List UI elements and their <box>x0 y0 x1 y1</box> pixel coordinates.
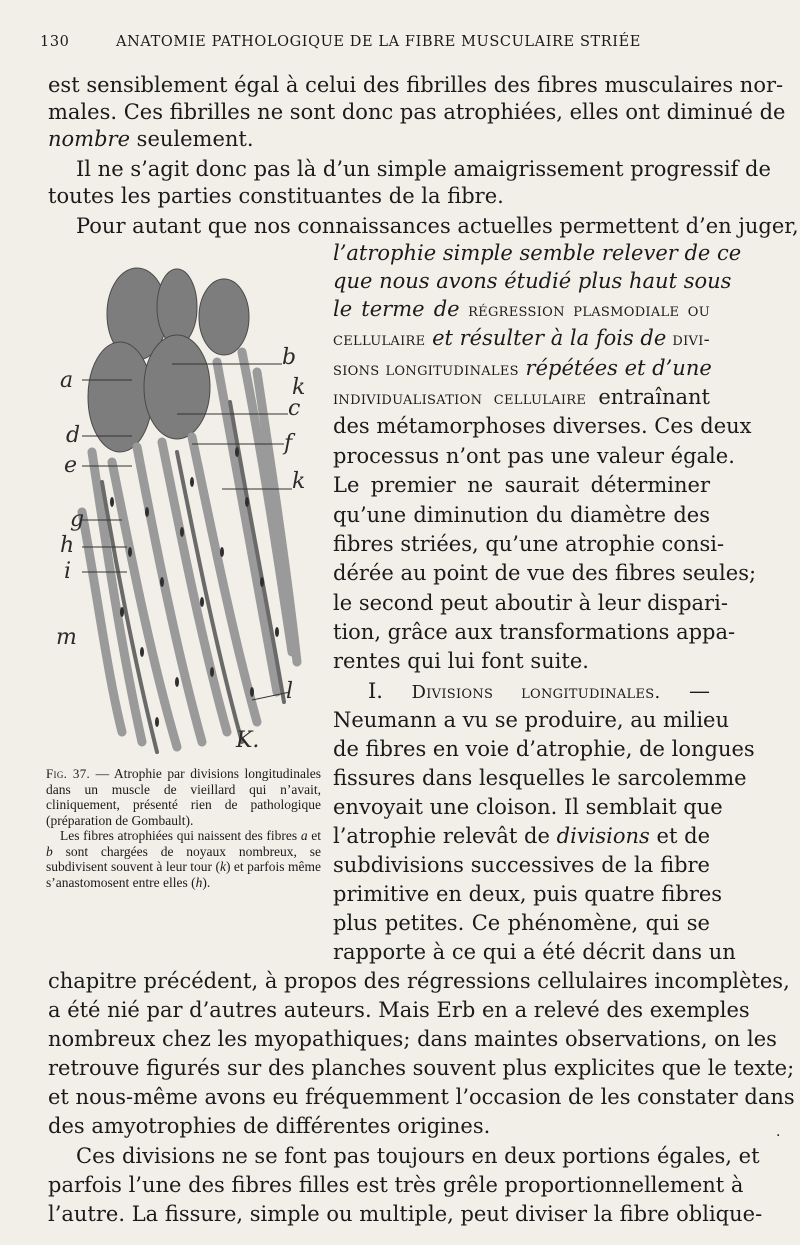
text-line: Ces divisions ne se font pas toujours en deux portions égales, et <box>76 1144 760 1168</box>
nucleus <box>145 507 149 517</box>
section-heading: I. Divisions longitudinales. — <box>368 679 710 703</box>
figure-label: K. <box>236 728 260 753</box>
text-line: plus petites. Ce phénomène, qui se <box>333 911 710 935</box>
figure-label: g <box>70 507 85 532</box>
text-line: tion, grâce aux transformations appa- <box>333 620 736 644</box>
text-line: Le premier ne saurait déterminer <box>333 473 710 497</box>
text-line: dérée au point de vue des fibres seules; <box>333 561 757 585</box>
nucleus <box>260 577 264 587</box>
figure-label: m <box>56 625 77 650</box>
text-line: de fibres en voie d’atrophie, de longues <box>333 737 755 761</box>
nucleus <box>120 607 124 617</box>
text-line: rentes qui lui font suite. <box>333 649 589 673</box>
figure-label: d <box>66 423 81 448</box>
text-line: fibres striées, qu’une atrophie consi- <box>333 532 725 556</box>
text-line: chapitre précédent, à propos des régressions cellulaires incomplètes, <box>48 969 790 993</box>
caption-paragraph: Les fibres atrophiées qui naissent des fibres a et b sont chargées de noyaux nombreux, se subdivisent souvent à leur tour (k) et parfois même s’anastomosent entre elles (h). <box>46 828 322 890</box>
text-line: sions longitudinales répétées et d’une <box>333 356 712 380</box>
nucleus <box>190 477 194 487</box>
fibre-section <box>144 335 210 439</box>
fibre-strand <box>217 362 277 692</box>
text-line: l’atrophie simple semble relever de ce <box>333 241 742 265</box>
figure-label: l <box>286 679 294 704</box>
text-line: l’autre. La fissure, simple ou multiple, peut diviser la fibre oblique- <box>48 1202 763 1226</box>
text-line: l’atrophie relevât de divisions et de <box>333 824 710 848</box>
caption-paragraph: Fig. 37. — Atrophie par divisions longitudinales dans un muscle de vieillard qui n’avait, cliniquement, présenté rien de pathologique (préparation de Gombault). <box>46 766 321 828</box>
text-line: primitive en deux, puis quatre fibres <box>333 882 723 906</box>
text-line: et nous-même avons eu fréquemment l’occasion de les constater dans <box>48 1085 795 1109</box>
nucleus <box>160 577 164 587</box>
figure-label: k <box>292 469 306 494</box>
text-line: nombre seulement. <box>48 127 254 151</box>
nucleus <box>128 547 132 557</box>
text-line: des amyotrophies de différentes origines. <box>48 1114 491 1138</box>
text-line: que nous avons étudié plus haut sous <box>333 269 732 293</box>
text-line: retrouve figurés sur des planches souvent plus explicites que le texte; <box>48 1056 795 1080</box>
text-line: individualisation cellulaire entraînant <box>333 385 710 409</box>
nucleus <box>275 627 279 637</box>
nucleus <box>140 647 144 657</box>
text-line: qu’une diminution du diamètre des <box>333 503 710 527</box>
text-line: envoyait une cloison. Il semblait que <box>333 795 723 819</box>
figure-label: h <box>60 533 75 558</box>
nucleus <box>245 497 249 507</box>
text-line: males. Ces fibrilles ne sont donc pas atrophiées, elles ont diminué de <box>48 100 786 124</box>
fibre-section <box>157 269 197 345</box>
nucleus <box>155 717 159 727</box>
figure-label: b <box>282 345 297 370</box>
figure-label: a <box>60 368 74 393</box>
text-line: subdivisions successives de la fibre <box>333 853 710 877</box>
figure-label: i <box>64 559 72 584</box>
fibre-section <box>199 279 249 355</box>
nucleus <box>235 447 239 457</box>
text-line: Pour autant que nos connaissances actuelles permettent d’en juger, <box>76 214 799 238</box>
text-line: le second peut aboutir à leur dispari- <box>333 591 728 615</box>
text-line: cellulaire et résulter à la fois de divi- <box>333 326 711 350</box>
fibre-strand <box>162 442 227 732</box>
figure-label: e <box>64 453 78 478</box>
text-line: toutes les parties constituantes de la fibre. <box>48 184 504 208</box>
figure-label: c <box>288 396 301 421</box>
figure-label: f <box>284 431 293 456</box>
text-line: rapporte à ce qui a été décrit dans un <box>333 940 736 964</box>
figure-37-illustration <box>52 252 327 762</box>
running-header <box>40 34 720 58</box>
text-line: nombreux chez les myopathiques; dans maintes observations, on les <box>48 1027 777 1051</box>
nucleus <box>180 527 184 537</box>
text-line: des métamorphoses diverses. Ces deux <box>333 414 752 438</box>
nucleus <box>210 667 214 677</box>
margin-mark: · <box>776 1128 781 1144</box>
text-line: le terme de régression plasmodiale ou <box>333 297 710 321</box>
figure-label: k <box>292 375 306 400</box>
nucleus <box>200 597 204 607</box>
text-line: processus n’ont pas une valeur égale. <box>333 444 735 468</box>
figure-caption <box>46 766 321 890</box>
muscle-fibre-drawing <box>52 252 327 762</box>
nucleus <box>110 497 114 507</box>
page-number: 130 <box>40 34 70 50</box>
text-line: fissures dans lesquelles le sarcolemme <box>333 766 747 790</box>
running-title: ANATOMIE PATHOLOGIQUE DE LA FIBRE MUSCULAIRE STRIÉE <box>116 34 641 50</box>
text-line: a été nié par d’autres auteurs. Mais Erb en a relevé des exemples <box>48 998 750 1022</box>
emphasis: nombre <box>48 127 130 151</box>
nucleus <box>250 687 254 697</box>
text-line: est sensiblement égal à celui des fibrilles des fibres musculaires nor- <box>48 73 784 97</box>
text-line: Neumann a vu se produire, au milieu <box>333 708 729 732</box>
text-line: Il ne s’agit donc pas là d’un simple amaigrissement progressif de <box>76 157 771 181</box>
nucleus <box>175 677 179 687</box>
text-line: parfois l’une des fibres filles est très grêle proportionnellement à <box>48 1173 744 1197</box>
nucleus <box>220 547 224 557</box>
